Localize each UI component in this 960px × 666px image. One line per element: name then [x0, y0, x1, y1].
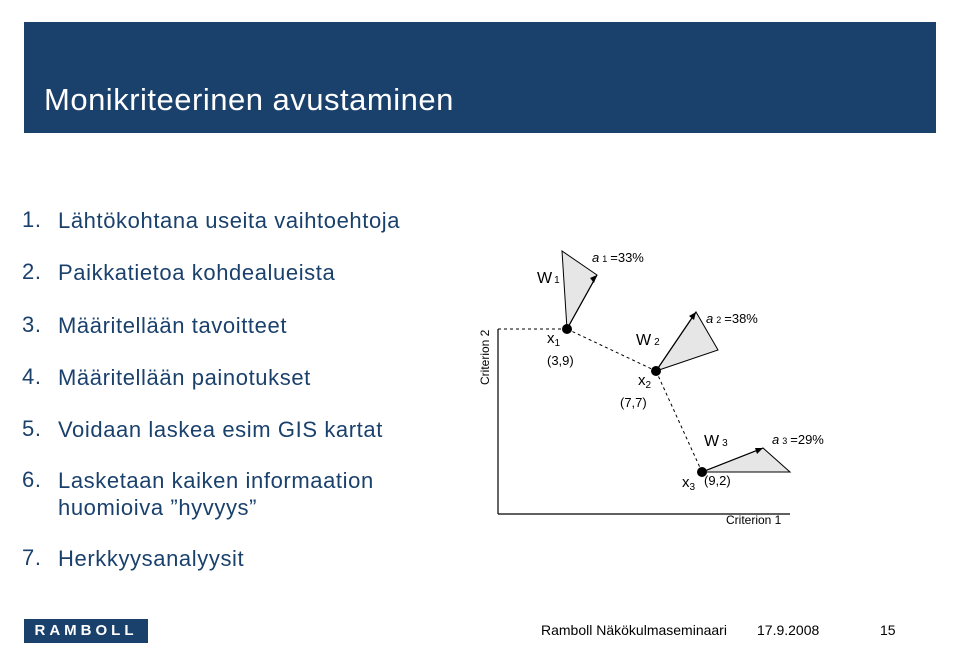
weight-percent: a 1 =33% [592, 250, 644, 265]
title-bar [24, 22, 936, 133]
list-item: 1. Lähtökohtana useita vaihtoehtoja [22, 207, 401, 233]
point-coords: (9,2) [704, 473, 731, 488]
list-item: 3. Määritellään tavoitteet [22, 312, 288, 338]
weight-label: W 1 [537, 270, 560, 287]
point-label: $x_3$ [682, 474, 696, 493]
list-item: 7. Herkkyysanalyysit [22, 545, 245, 571]
x-axis-label: Criterion 1 [726, 513, 782, 527]
point-coords: (7,7) [620, 395, 647, 410]
footer-event: Ramboll Näkökulmaseminaari [541, 622, 727, 638]
footer-date: 17.9.2008 [757, 622, 820, 638]
point-coords: (3,9) [547, 353, 574, 368]
weight-label: W 3 [704, 433, 728, 450]
list-item: 6. Lasketaan kaiken informaation huomioiva ”hyvyys” [22, 467, 374, 520]
weight-sector-3 [702, 448, 790, 472]
alternative-point-1 [562, 324, 572, 334]
slide-title: Monikriteerinen avustaminen [44, 82, 454, 117]
y-axis-label: Criterion 2 [478, 329, 492, 385]
point-label: $x_1$ [547, 330, 561, 349]
weight-percent: a 2 =38% [706, 311, 758, 326]
list-item: 4. Määritellään painotukset [22, 364, 311, 390]
point-label: $x_2$ [638, 372, 652, 391]
company-logo: RAMBOLL [24, 619, 148, 643]
list-item: 5. Voidaan laskea esim GIS kartat [22, 416, 383, 442]
page-number: 15 [880, 622, 896, 638]
alternative-point-2 [651, 366, 661, 376]
criteria-diagram [470, 235, 850, 535]
dashed-line [656, 371, 702, 472]
list-item: 2. Paikkatietoa kohdealueista [22, 259, 336, 285]
weight-percent: a 3 =29% [772, 432, 824, 447]
weight-label: W 2 [636, 332, 660, 349]
